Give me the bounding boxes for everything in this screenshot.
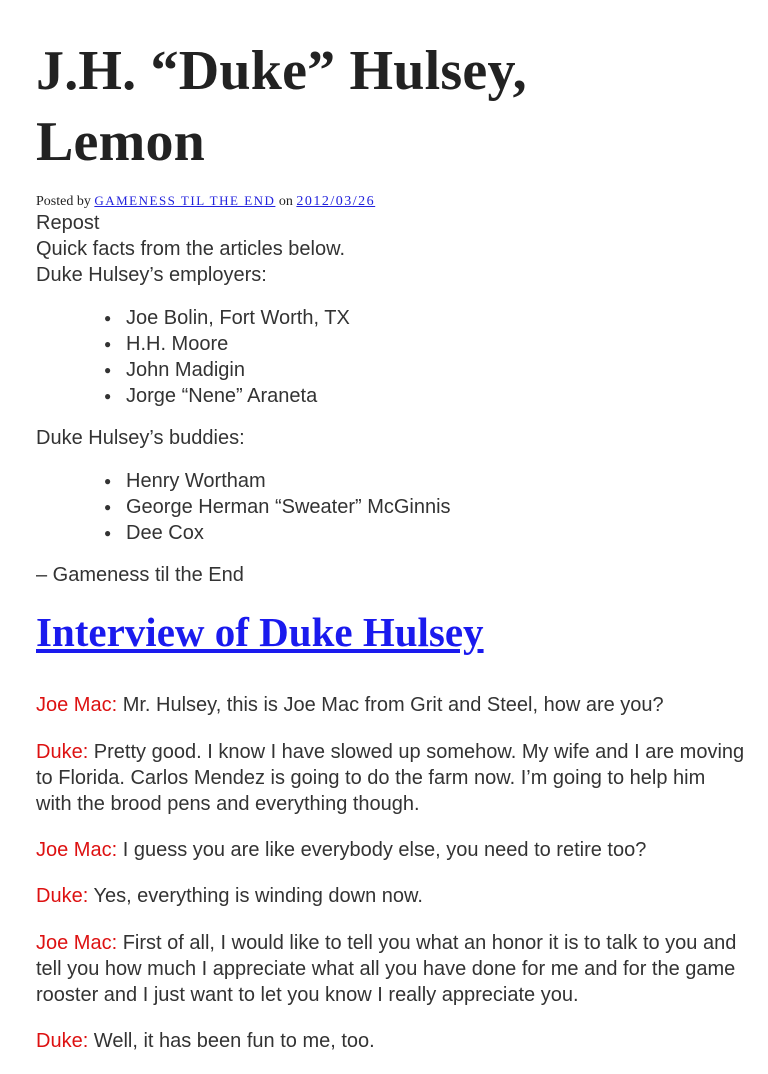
transcript-line xyxy=(36,883,746,909)
bullet-icon: ● xyxy=(104,310,112,325)
post-meta xyxy=(36,193,746,210)
speech-text: Pretty good. I know I have slowed up somehow. My wife and I are moving to Florida. Carlos Mendez is going to do the farm now. I’m going to help him with the brood pens and everything though. xyxy=(36,740,745,816)
speaker-label: Duke: xyxy=(36,885,89,908)
bullet-icon: ● xyxy=(104,336,112,351)
bullet-icon: ● xyxy=(104,473,112,488)
repost-text: Repost xyxy=(36,212,100,234)
interview-heading-link[interactable]: Interview of Duke Hulsey xyxy=(36,609,484,656)
quick-facts-text: Quick facts from the articles below. xyxy=(36,238,346,261)
transcript-line xyxy=(36,1028,746,1054)
list-item: ● H.H. Moore xyxy=(126,331,746,357)
bullet-icon: ● xyxy=(104,526,112,541)
employers-heading: Duke Hulsey’s employers: xyxy=(36,264,267,287)
speech-text: Yes, everything is winding down now. xyxy=(88,885,423,908)
transcript-line xyxy=(36,837,746,863)
speech-text: First of all, I would like to tell you what an honor it is to talk to you and tell you how much I appreciate what all you have done for me and for the game rooster and I just want to let you know I really appreciate you. xyxy=(36,931,737,1007)
transcript-line xyxy=(36,739,746,818)
date-link[interactable]: 2012/03/26 xyxy=(296,194,376,209)
speaker-label: Joe Mac: xyxy=(36,931,118,954)
buddies-heading: Duke Hulsey’s buddies: xyxy=(36,427,245,450)
bullet-icon: ● xyxy=(104,389,112,404)
posted-by-label: Posted by xyxy=(36,194,91,209)
bullet-icon: ● xyxy=(104,363,112,378)
speech-text: Mr. Hulsey, this is Joe Mac from Grit and Steel, how are you? xyxy=(117,694,664,717)
on-label: on xyxy=(278,194,293,209)
list-item: ● Joe Bolin, Fort Worth, TX xyxy=(126,305,746,331)
page-title xyxy=(36,0,746,178)
speaker-label: Joe Mac: xyxy=(36,839,118,862)
speaker-label: Duke: xyxy=(36,740,89,763)
list-item: ● George Herman “Sweater” McGinnis xyxy=(126,494,746,520)
bullet-icon: ● xyxy=(104,499,112,514)
transcript-line xyxy=(36,692,746,718)
author-link[interactable]: GAMENESS TIL THE END xyxy=(94,193,276,208)
transcript-line xyxy=(36,930,746,1009)
title-line-1: J.H. “Duke” Hulsey, xyxy=(36,40,527,102)
list-item: ● John Madigin xyxy=(126,357,746,383)
interview-transcript xyxy=(36,692,746,1054)
speaker-label: Joe Mac: xyxy=(36,694,118,717)
speech-text: I guess you are like everybody else, you need to retire too? xyxy=(117,839,647,862)
list-item: ● Jorge “Nene” Araneta xyxy=(126,383,746,409)
speaker-label: Duke: xyxy=(36,1030,89,1053)
employers-list xyxy=(36,305,746,410)
list-item: ● Dee Cox xyxy=(126,520,746,546)
speech-text: Well, it has been fun to me, too. xyxy=(88,1030,375,1053)
signoff-text: – Gameness til the End xyxy=(36,564,244,587)
article xyxy=(36,0,746,1074)
buddies-list xyxy=(36,468,746,547)
post-body xyxy=(36,210,746,588)
list-item: ● Henry Wortham xyxy=(126,468,746,494)
title-line-2: Lemon xyxy=(36,111,205,173)
